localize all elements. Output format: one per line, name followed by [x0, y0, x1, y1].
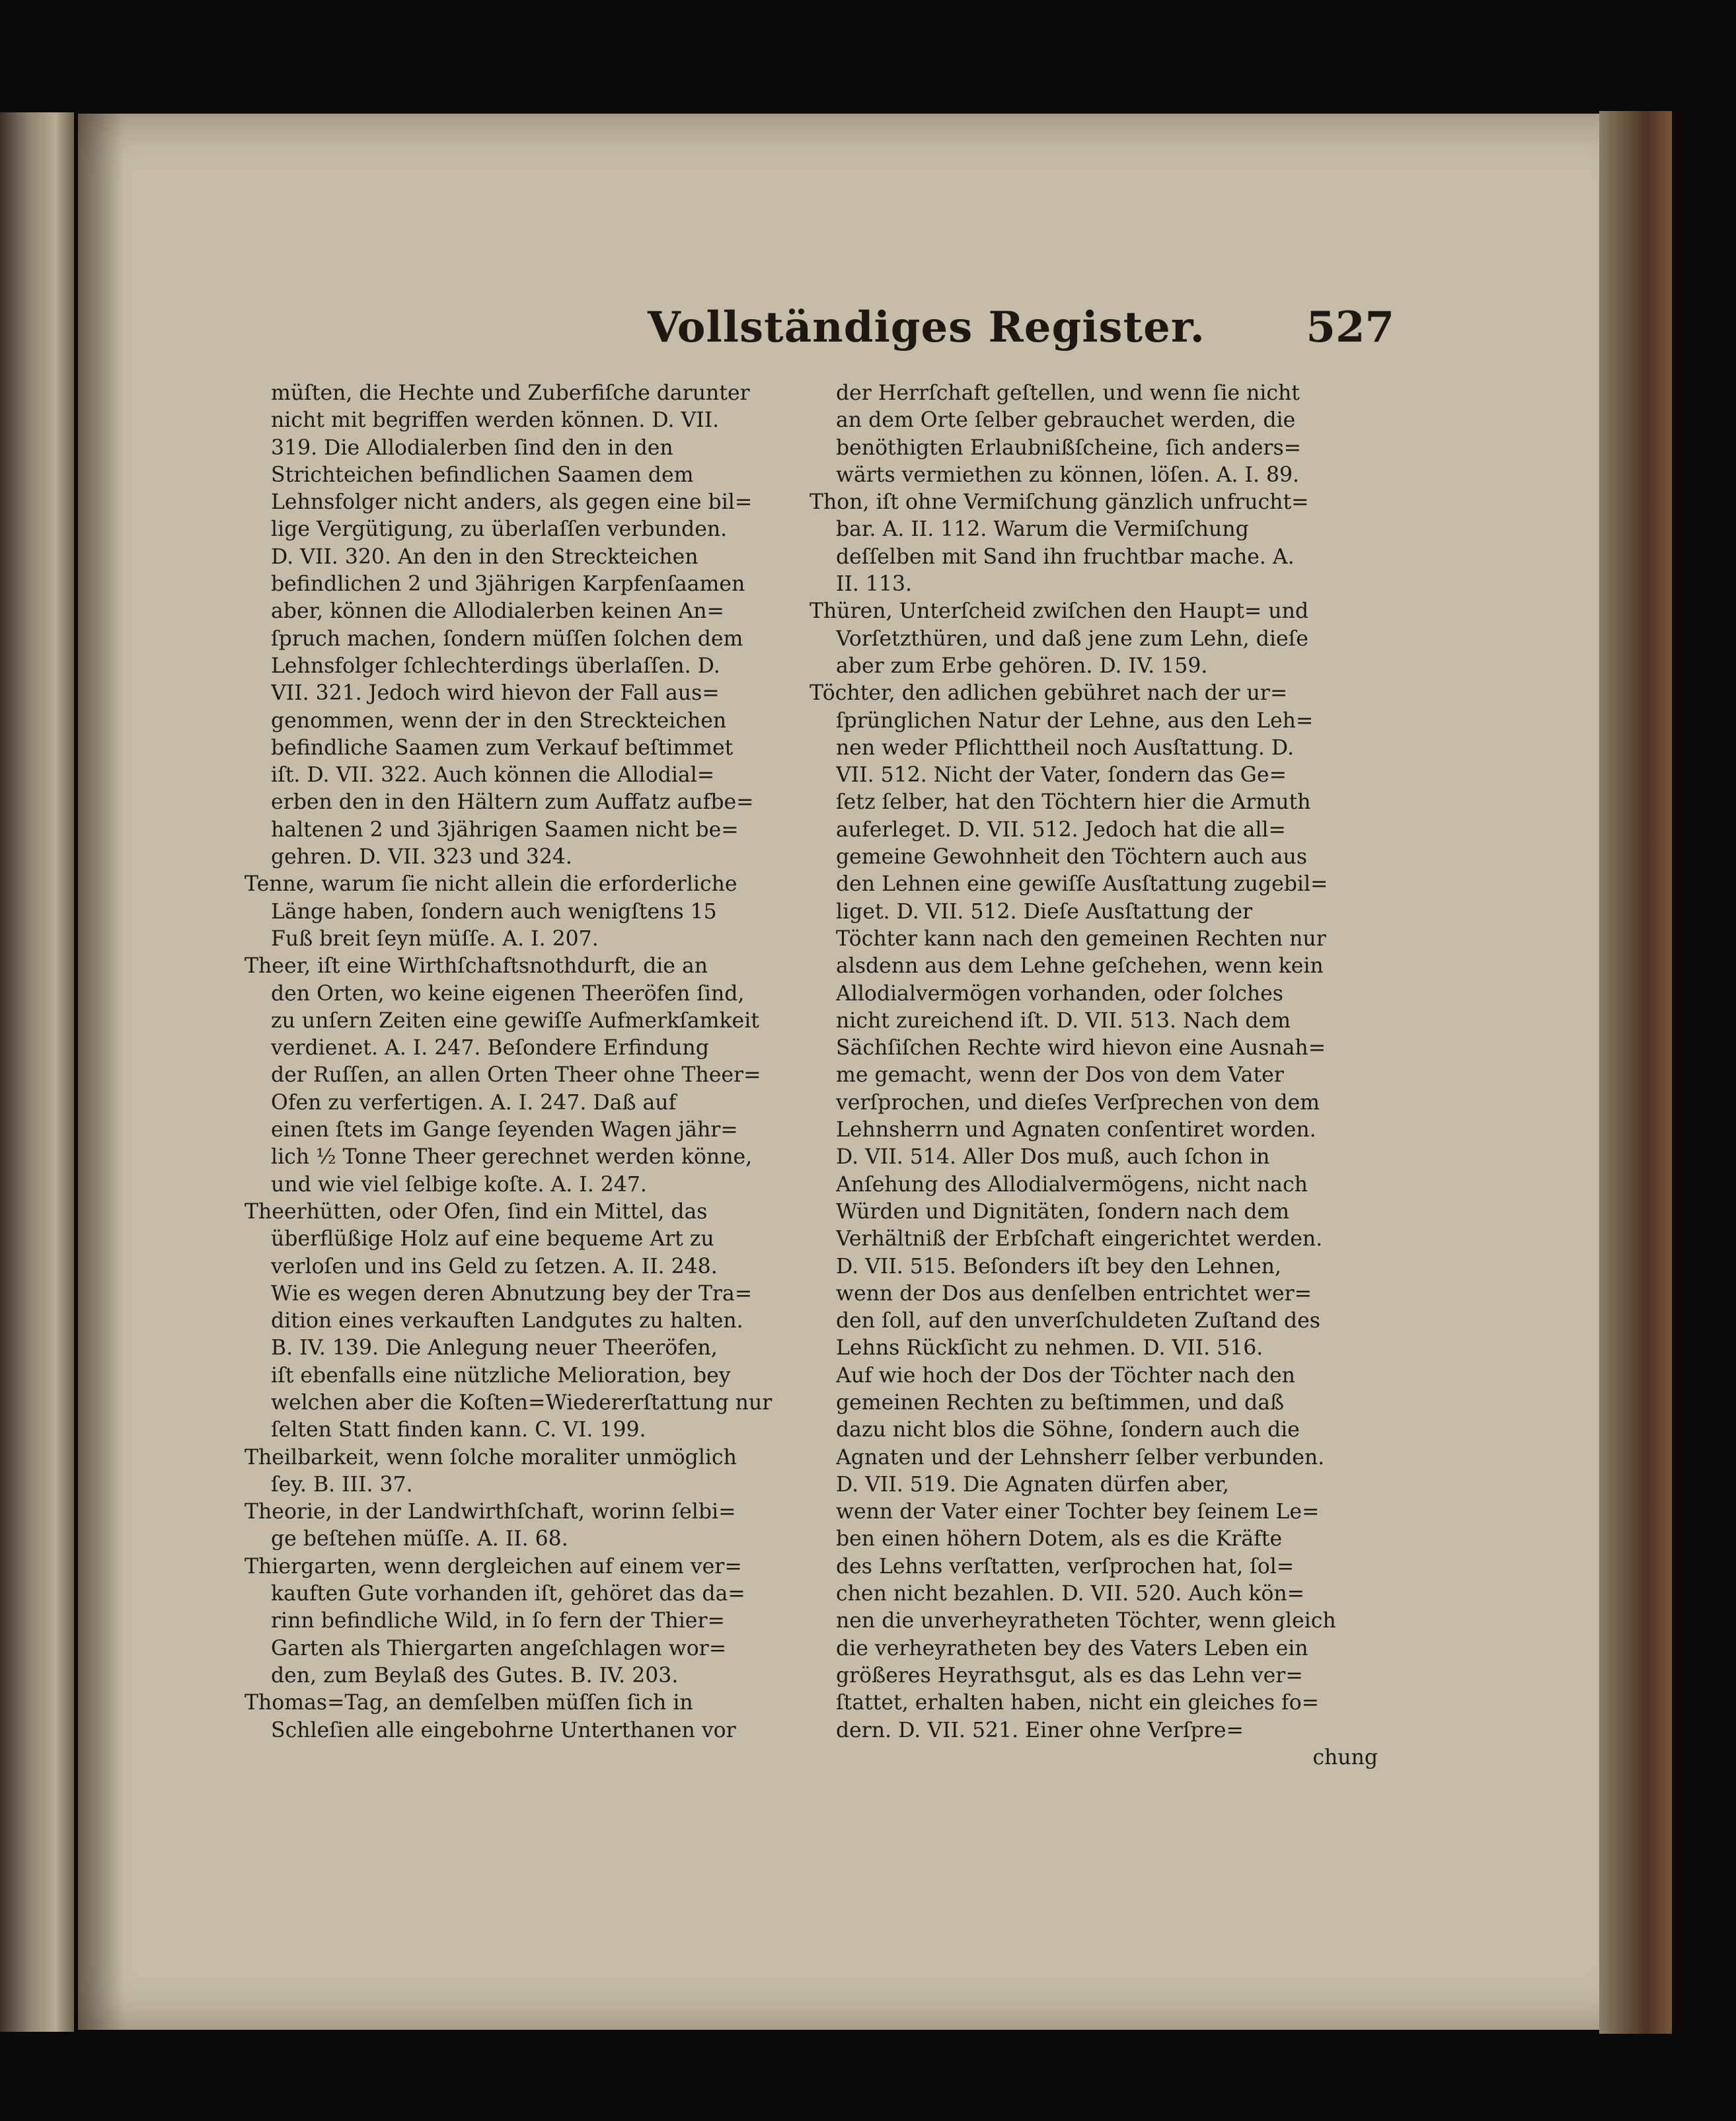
register-entry-line: Theilbarkeit, wenn ſolche moraliter unmöglich	[245, 1445, 737, 1470]
text-line: Agnaten und der Lehnsherr ſelber verbunden.	[836, 1445, 1325, 1470]
text-line: Strichteichen befindlichen Saamen dem	[271, 463, 694, 487]
text-line: gehren. D. VII. 323 und 324.	[271, 845, 572, 870]
text-line: Allodialvermögen vorhanden, oder ſolches	[836, 981, 1283, 1006]
text-line: nen die unverheyratheten Töchter, wenn gleich	[836, 1609, 1336, 1633]
text-line: ſelten Statt finden kann. C. VI. 199.	[271, 1418, 646, 1442]
catchword: chung	[1312, 1745, 1378, 1769]
text-line: wärts vermiethen zu können, löſen. A. I. 89.	[836, 463, 1300, 487]
text-line: auferleget. D. VII. 512. Jedoch hat die all=	[836, 817, 1286, 842]
text-line: dition eines verkauften Landgutes zu halten.	[271, 1309, 743, 1333]
text-line: der Ruſſen, an allen Orten Theer ohne Theer=	[271, 1063, 761, 1088]
text-line: ben einen höhern Dotem, als es die Kräfte	[836, 1527, 1283, 1551]
text-line: gemeine Gewohnheit den Töchtern auch aus	[836, 845, 1308, 870]
text-line: D. VII. 519. Die Agnaten dürfen aber,	[836, 1472, 1229, 1497]
text-line: erben den in den Hältern zum Auffatz aufbe=	[271, 790, 754, 815]
left-page-edge	[0, 112, 74, 2032]
text-line: benöthigten Erlaubnißſcheine, ſich anders=	[836, 435, 1302, 460]
text-line: VII. 512. Nicht der Vater, ſondern das Ge=	[836, 763, 1287, 788]
text-line: deſſelben mit Sand ihn fruchtbar mache. A.	[836, 544, 1295, 569]
text-line: Töchter kann nach den gemeinen Rechten nur	[836, 926, 1326, 951]
text-line: ſpruch machen, ſondern müſſen ſolchen dem	[271, 626, 743, 651]
text-line: nen weder Pflichttheil noch Ausſtattung. D.	[836, 735, 1295, 760]
register-entry-line: Thüren, Unterſcheid zwiſchen den Haupt= und	[810, 599, 1309, 624]
text-line: gemeinen Rechten zu beſtimmen, und daß	[836, 1390, 1285, 1415]
text-line: 319. Die Allodialerben ſind den in den	[271, 435, 673, 460]
text-line: iſt ebenfalls eine nützliche Melioration, bey	[271, 1363, 731, 1388]
text-line: me gemacht, wenn der Dos von dem Vater	[836, 1063, 1284, 1088]
text-line: den Orten, wo keine eigenen Theeröfen ſind,	[271, 981, 745, 1006]
text-line: Würden und Dignitäten, ſondern nach dem	[836, 1199, 1289, 1224]
text-line: ſtattet, erhalten haben, nicht ein gleiches fo=	[836, 1691, 1320, 1715]
register-entry-line: Thomas=Tag, an demſelben müſſen ſich in	[245, 1691, 693, 1715]
text-line: wenn der Dos aus denſelben entrichtet wer=	[836, 1281, 1312, 1306]
text-line: Lehnsherrn und Agnaten conſentiret worden.	[836, 1118, 1316, 1142]
text-line: haltenen 2 und 3jährigen Saamen nicht be=	[271, 817, 739, 842]
text-line: Lehnsfolger ſchlechterdings überlaſſen. D.	[271, 653, 720, 678]
text-line: nicht zureichend iſt. D. VII. 513. Nach dem	[836, 1008, 1291, 1033]
text-line: ſey. B. III. 37.	[271, 1472, 413, 1497]
text-line: einen ſtets im Gange ſeyenden Wagen jähr=	[271, 1118, 738, 1142]
text-line: VII. 321. Jedoch wird hievon der Fall aus=	[271, 681, 720, 706]
text-line: D. VII. 320. An den in den Streckteichen	[271, 544, 698, 569]
text-line: Anſehung des Allodialvermögens, nicht nach	[836, 1172, 1308, 1197]
text-line: D. VII. 515. Beſonders iſt bey den Lehnen,	[836, 1254, 1281, 1279]
text-line: verloſen und ins Geld zu ſetzen. A. II. 248.	[271, 1254, 718, 1279]
spine-shadow	[78, 114, 124, 2030]
text-line: den ſoll, auf den unverſchuldeten Zuſtand des	[836, 1309, 1320, 1333]
text-line: den Lehnen eine gewiſſe Ausſtattung zugebil=	[836, 872, 1328, 897]
text-line: kauften Gute vorhanden iſt, gehöret das da=	[271, 1582, 745, 1606]
text-line: D. VII. 514. Aller Dos muß, auch ſchon in	[836, 1145, 1270, 1170]
register-entry-line: Töchter, den adlichen gebühret nach der ur=	[810, 681, 1288, 706]
register-entry-line: Thiergarten, wenn dergleichen auf einem ver=	[245, 1554, 742, 1579]
text-line: lich ½ Tonne Theer gerechnet werden könne,	[271, 1145, 753, 1170]
text-line: lige Vergütigung, zu überlaſſen verbunden.	[271, 517, 728, 542]
text-line: wenn der Vater einer Tochter bey ſeinem Le=	[836, 1500, 1320, 1524]
text-line: ſetz ſelber, hat den Töchtern hier die Armuth	[836, 790, 1311, 815]
text-line: alsdenn aus dem Lehne geſchehen, wenn kein	[836, 954, 1324, 979]
text-line: überflüßige Holz auf eine bequeme Art zu	[271, 1227, 714, 1251]
text-line: aber, können die Allodialerben keinen An=	[271, 599, 724, 624]
text-line: Schleſien alle eingebohrne Unterthanen vor	[271, 1718, 736, 1742]
text-line: größeres Heyrathsgut, als es das Lehn ver=	[836, 1663, 1303, 1688]
right-column	[810, 380, 1378, 1771]
page-number: 527	[1306, 303, 1394, 352]
text-line: befindliche Saamen zum Verkauf beſtimmet	[271, 735, 734, 760]
page-edge-right	[1599, 111, 1672, 2034]
text-line: liget. D. VII. 512. Dieſe Ausſtattung der	[836, 899, 1253, 924]
text-line: Vorſetzthüren, und daß jene zum Lehn, dieſe	[836, 626, 1308, 651]
left-column	[245, 380, 813, 1744]
text-line: genommen, wenn der in den Streckteichen	[271, 708, 727, 733]
register-entry-line: Tenne, warum ſie nicht allein die erforderliche	[245, 872, 737, 897]
text-line: Länge haben, ſondern auch wenigſtens 15	[271, 899, 717, 924]
text-line: aber zum Erbe gehören. D. IV. 159.	[836, 653, 1208, 678]
text-line: verdienet. A. I. 247. Beſondere Erfindung	[271, 1036, 709, 1060]
text-line: an dem Orte ſelber gebrauchet werden, die	[836, 408, 1296, 433]
text-line: bar. A. II. 112. Warum die Vermiſchung	[836, 517, 1249, 542]
text-line: die verheyratheten bey des Vaters Leben ein	[836, 1636, 1308, 1660]
text-line: rinn befindliche Wild, in ſo fern der Thier=	[271, 1609, 725, 1633]
text-line: der Herrſchaft geſtellen, und wenn ſie nicht	[836, 381, 1300, 405]
register-entry-line: Theorie, in der Landwirthſchaft, worinn ſelbi=	[245, 1500, 736, 1524]
text-line: Ofen zu verfertigen. A. I. 247. Daß auf	[271, 1090, 677, 1115]
register-entry-line: Theer, iſt eine Wirthſchaftsnothdurft, die an	[245, 954, 708, 979]
text-line: verſprochen, und dieſes Verſprechen von dem	[836, 1090, 1320, 1115]
text-line: Wie es wegen deren Abnutzung bey der Tra=	[271, 1281, 753, 1306]
text-line: B. IV. 139. Die Anlegung neuer Theeröfen,	[271, 1336, 718, 1360]
page-header	[634, 303, 1394, 369]
running-title: Vollständiges Register.	[648, 303, 1205, 352]
text-line: Lehns Rückſicht zu nehmen. D. VII. 516.	[836, 1336, 1264, 1360]
text-line: Verhältniß der Erbſchaft eingerichtet werden.	[836, 1227, 1323, 1251]
text-line: welchen aber die Koſten=Wiedererſtattung nur	[271, 1390, 773, 1415]
text-line: II. 113.	[836, 572, 913, 597]
text-line: chen nicht bezahlen. D. VII. 520. Auch kön=	[836, 1582, 1305, 1606]
text-line: befindlichen 2 und 3jährigen Karpfenſaamen	[271, 572, 745, 597]
text-line: Fuß breit ſeyn müſſe. A. I. 207.	[271, 926, 599, 951]
text-line: nicht mit begriffen werden können. D. VII.	[271, 408, 720, 433]
text-line: Auf wie hoch der Dos der Töchter nach den	[836, 1363, 1295, 1388]
register-entry-line: Thon, iſt ohne Vermiſchung gänzlich unfrucht=	[810, 490, 1309, 515]
text-line: dern. D. VII. 521. Einer ohne Verſpre=	[836, 1718, 1244, 1742]
text-line: iſt. D. VII. 322. Auch können die Allodial=	[271, 763, 715, 788]
text-line: müſten, die Hechte und Zuberfiſche darunter	[271, 381, 750, 405]
text-line: Garten als Thiergarten angeſchlagen wor=	[271, 1636, 727, 1660]
register-entry-line: Theerhütten, oder Ofen, ſind ein Mittel, das	[245, 1199, 708, 1224]
text-line: Lehnsfolger nicht anders, als gegen eine bil=	[271, 490, 753, 515]
text-line: des Lehns verſtatten, verſprochen hat, ſol=	[836, 1554, 1295, 1579]
text-line: dazu nicht blos die Söhne, ſondern auch die	[836, 1418, 1300, 1442]
text-line: zu unſern Zeiten eine gewiſſe Aufmerkſamkeit	[271, 1008, 759, 1033]
text-line: Sächſiſchen Rechte wird hievon eine Ausnah=	[836, 1036, 1326, 1060]
text-line: und wie viel ſelbige koſte. A. I. 247.	[271, 1172, 647, 1197]
text-line: den, zum Beylaß des Gutes. B. IV. 203.	[271, 1663, 679, 1688]
text-line: ſprünglichen Natur der Lehne, aus den Leh=	[836, 708, 1314, 733]
text-line: ge beſtehen müſſe. A. II. 68.	[271, 1527, 568, 1551]
